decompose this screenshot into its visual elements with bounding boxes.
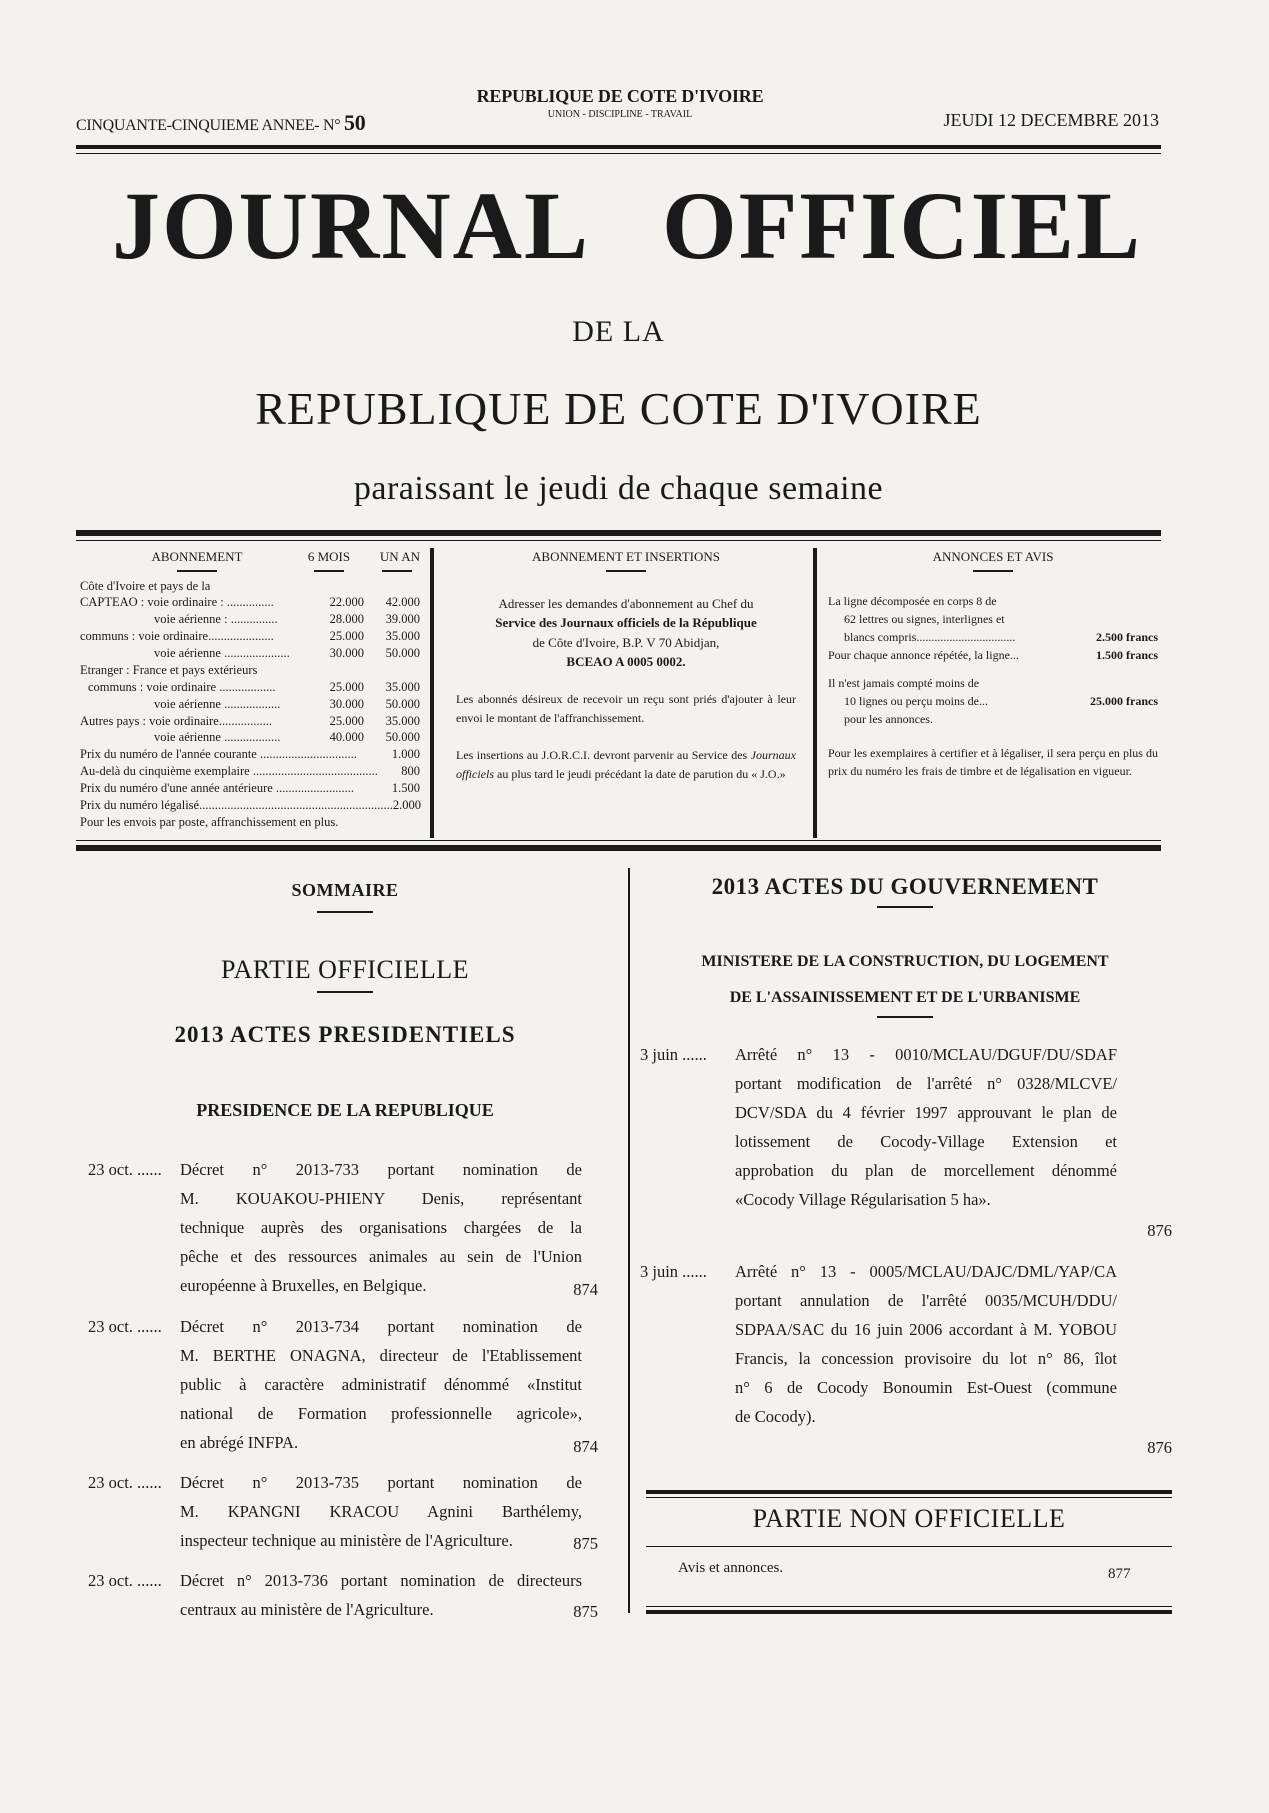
subscription-row [80,628,420,645]
subscription-box [80,548,420,836]
entry-text-line: Arrêté n° 13 - 0005/MCLAU/DAJC/DML/YAP/CA [735,1262,1117,1281]
subscription-row-un-an: 50.000 [385,646,420,661]
issue-label [76,110,365,136]
entry-page-number: 875 [573,1602,598,1621]
sommaire-heading [80,880,610,913]
summary-entry [88,1468,628,1557]
summary-entry [640,1040,1180,1244]
ministere-line-1: MINISTERE DE LA CONSTRUCTION, DU LOGEMENT [701,953,1109,970]
subscription-row [80,662,420,679]
ann-line-2: 62 lettres ou signes, interlignes et [844,611,1005,626]
subscription-row [80,729,420,746]
tick-rule [177,570,217,572]
entry-page-number: 876 [1147,1438,1172,1457]
ann-legalisation-note: Pour les exemplaires à certifier et à légaliser, il sera perçu en plus du prix du numéro les frais de timbre et de légalisation en vigueur. [828,745,1158,778]
subscription-row-6-mois: 40.000 [329,730,364,745]
entry-text-line: SDPAA/SAC du 16 juin 2006 accordant à M. YOBOU [735,1320,1117,1339]
subscription-row-un-an: 35.000 [385,713,420,728]
de-la: DE LA [572,315,665,348]
subscription-row-label: voie aérienne .................. [154,730,281,745]
announcements-pricing [828,592,1158,780]
ministere-heading [650,944,1160,1018]
ann-line-6: 10 lignes ou perçu moins de... [844,693,988,708]
year-label: CINQUANTE-CINQUIEME ANNEE- N° [76,117,341,134]
republic-name: REPUBLIQUE DE COTE D'IVOIRE [476,86,764,106]
subscription-row-6-mois: 30.000 [329,646,364,661]
subscription-row-label: voie aérienne : ............... [154,612,278,627]
pno-top-rule [646,1490,1172,1494]
subscription-rows [80,578,420,831]
entry-text-line: Décret n° 2013-734 portant nomination de [180,1316,582,1336]
entry-text-line: de Cocody). [735,1407,816,1426]
tick-rule [382,570,412,572]
actes-gouvernement-heading [650,874,1160,908]
subscription-row-6-mois: 28.000 [329,612,364,627]
entry-date: 23 oct. ...... [88,1570,162,1590]
subscription-row-6-mois: 30.000 [329,696,364,711]
ann-line-5: Il n'est jamais compté moins de [828,675,980,690]
subscription-row-label: communs : voie ordinaire..................... [80,629,274,644]
boxes-bottom-rule-thin [76,840,1161,841]
subscription-row-un-an: 39.000 [385,612,420,627]
journal-title [76,172,1161,279]
sommaire-text: SOMMAIRE [291,880,399,900]
tick-rule [973,570,1013,572]
national-motto: UNION - DISCIPLINE - TRAVAIL [547,109,693,120]
subscription-header [80,548,420,572]
entry-text [180,1566,582,1624]
subscription-row-6-mois [308,578,364,595]
entry-text-line: M. KOUAKOU-PHIENY Denis, représentant [180,1189,582,1208]
presidence-heading: PRESIDENCE DE LA REPUBLIQUE [196,1100,494,1120]
insertions-box [456,548,796,836]
entry-page-number: 874 [573,1436,598,1456]
entry-text-line: «Cocody Village Régularisation 5 ha». [735,1190,991,1209]
rule-mark [317,991,373,993]
announcements-box [828,548,1158,836]
col-un-an-label: UN AN [379,549,420,564]
entry-text [180,1468,582,1555]
subscription-row-un-an: 50.000 [385,696,420,711]
summary-entry [640,1257,1180,1461]
subscription-row-6-mois: 25.000 [329,679,364,694]
ann-price-row-2 [828,646,1158,664]
col-6-mois [294,548,364,572]
box-separator-1 [430,548,434,838]
entry-page-number: 876 [1147,1221,1172,1240]
partie-officielle-text: PARTIE OFFICIELLE [221,955,469,984]
deadline-text-a: Les insertions au J.O.R.C.I. devront parvenir au Service des [456,747,748,762]
entry-text-line: Décret n° 2013-736 portant nomination de directeurs [180,1570,582,1590]
pno-mid-rule [646,1546,1172,1547]
entry-text-line: portant modification de l'arrêté n° 0328/MLCVE/ [735,1074,1117,1093]
entry-text-line: n° 6 de Cocody Bonoumin Est-Ouest (commune [735,1378,1117,1397]
entry-text-line: public à caractère administratif dénommé «Institut [180,1374,582,1394]
subscription-row-un-an [364,578,420,595]
entry-text-line: M. KPANGNI KRACOU Agnini Barthélemy, [180,1502,582,1521]
subscription-row-un-an: 800 [401,764,420,779]
pno-bottom-rule-thin [646,1606,1172,1607]
subscription-row-6-mois [338,814,379,831]
summary-entry [88,1155,628,1303]
announcements-title-text: ANNONCES ET AVIS [932,549,1054,564]
subscription-row-un-an: 35.000 [385,679,420,694]
column-separator [628,868,630,1613]
address-line-4: BCEAO A 0005 0002. [566,654,686,670]
title-word-officiel: OFFICIEL [662,172,1143,279]
deadline-text-b: au plus tard le jeudi précédant la date de parution du « J.O.» [497,767,786,782]
pno-top-rule-thin [646,1497,1172,1498]
entry-text-line: M. BERTHE ONAGNA, directeur de l'Etablissement [180,1345,582,1365]
entry-text-line: lotissement de Cocody-Village Extension et [735,1132,1117,1151]
subscription-row-label: communs : voie ordinaire .................. [88,679,276,694]
ann-line-4: Pour chaque annonce répétée, la ligne... [828,647,1019,662]
subscription-row [80,645,420,662]
subscription-row-un-an: 2.000 [392,797,421,812]
insertions-deadline-note [456,746,796,784]
partie-officielle-heading [80,955,610,993]
subscription-row-6-mois [308,662,364,679]
tick-rule [606,570,646,572]
subscription-row [80,797,420,814]
deadline-text-em: Journaux officiels [456,747,796,782]
entry-text-line: Décret n° 2013-733 portant nomination de [180,1160,582,1179]
entry-text [735,1257,1117,1431]
subscription-row-label: CAPTEAO : voie ordinaire : ............... [80,595,274,610]
subscription-row-un-an: 42.000 [385,595,420,610]
publication-frequency: paraissant le jeudi de chaque semaine [353,470,884,507]
ann-line-1: La ligne décomposée en corps 8 de [828,593,997,608]
subscription-row-un-an: 1.000 [391,747,420,762]
ann-price-2: 1.500 francs [1096,647,1158,662]
entry-text-line: centraux au ministère de l'Agriculture. [180,1599,434,1619]
subscription-row-label: voie aérienne ..................... [154,646,290,661]
subscription-row-label: Etranger : France et pays extérieurs [80,662,258,677]
entry-text-line: Décret n° 2013-735 portant nomination de [180,1473,582,1492]
boxes-top-rule [76,530,1161,536]
subscription-row-6-mois: 25.000 [329,713,364,728]
subscription-row-label: Pour les envois par poste, affranchissement en plus. [80,814,339,829]
ann-line-3: blancs compris................................. [844,629,1016,644]
subscription-row [80,696,420,713]
subscription-row-un-an: 1.500 [391,781,420,796]
summary-entry [88,1566,628,1625]
ann-price-1: 2.500 francs [1096,629,1158,644]
ann-price-3: 25.000 francs [1090,693,1158,708]
ministere-line-2: DE L'ASSAINISSEMENT ET DE L'URBANISME [729,989,1081,1006]
entry-page-number: 874 [573,1280,598,1299]
actes-presidentiels-heading: 2013 ACTES PRESIDENTIELS [174,1022,516,1047]
subscription-row [80,814,420,831]
subscription-row-6-mois [378,763,399,780]
subscription-row-un-an: 35.000 [385,629,420,644]
subscription-row [80,679,420,696]
address-line-3: de Côte d'Ivoire, B.P. V 70 Abidjan, [532,634,720,650]
col-un-an [364,548,420,572]
boxes-top-rule-thin [76,540,1161,541]
entry-text-line: approbation du plan de morcellement dénommé [735,1161,1117,1180]
avis-annonces: Avis et annonces. [678,1560,784,1576]
rule-mark [317,911,373,913]
insertions-title [456,548,796,572]
subscription-row-un-an: 50.000 [385,730,420,745]
address-line-1: Adresser les demandes d'abonnement au Chef du [498,595,754,611]
ann-line-7: pour les annonces. [844,711,933,726]
subscription-row [80,611,420,628]
entry-text-line: pêche et des ressources animales au sein de l'Union [180,1247,582,1266]
summary-entry [88,1312,628,1460]
subscription-row-6-mois [354,780,387,797]
subscription-row-6-mois: 22.000 [329,595,364,610]
entry-page-number: 875 [573,1534,598,1553]
entry-text-line: Francis, la concession provisoire du lot n° 86, îlot [735,1349,1117,1368]
entry-text [180,1155,582,1300]
issue-date: JEUDI 12 DECEMBRE 2013 [943,110,1159,130]
entry-text-line: technique auprès des organisations chargées de la [180,1218,582,1237]
subscription-row-label: Côte d'Ivoire et pays de la [80,578,211,593]
ann-price-row-1 [828,628,1158,646]
entry-date: 23 oct. ...... [88,1473,162,1492]
rule-mark [877,1016,933,1018]
box-separator-2 [813,548,817,838]
entry-text-line: portant annulation de l'arrêté 0035/MCUH/DDU/ [735,1291,1117,1310]
partie-non-officielle-heading: PARTIE NON OFFICIELLE [752,1504,1066,1533]
address-line-2: Service des Journaux officiels de la République [495,615,757,631]
entry-text-line: national de Formation professionnelle agricole», [180,1403,582,1423]
entry-date: 23 oct. ...... [88,1160,162,1179]
entry-text [735,1040,1117,1214]
subscription-row-6-mois [357,746,389,763]
entry-date: 3 juin ...... [640,1262,707,1281]
subscription-row-label: Prix du numéro d'une année antérieure ......................... [80,781,355,796]
subscription-title: ABONNEMENT [151,549,243,564]
subscription-row-label: Au-delà du cinquième exemplaire ........................................ [80,764,378,779]
subscription-row [80,578,420,595]
insertions-title-text: ABONNEMENT ET INSERTIONS [532,549,720,564]
subscription-row [80,746,420,763]
boxes-bottom-rule [76,845,1161,851]
republic-header [400,86,840,120]
header-rule [76,145,1161,149]
tick-rule [314,570,344,572]
country-title: REPUBLIQUE DE COTE D'IVOIRE [255,383,982,434]
actes-gouvernement-text: 2013 ACTES DU GOUVERNEMENT [711,874,1099,899]
entry-text-line: inspecteur technique au ministère de l'Agriculture. [180,1531,513,1550]
insertions-address [456,594,796,672]
subscription-row-un-an [364,662,420,679]
issue-number: 50 [344,110,366,135]
subscription-row [80,763,420,780]
subscription-row-un-an [379,814,420,831]
subscription-row [80,780,420,797]
subscription-row-6-mois: 25.000 [329,629,364,644]
entry-text [180,1312,582,1457]
subscription-row-label: Prix du numéro de l'année courante ............................... [80,747,357,762]
rule-mark [877,906,933,908]
entry-text-line: en abrégé INFPA. [180,1432,299,1452]
ann-price-row-3 [828,692,1158,710]
header-rule-thin [76,153,1161,154]
subscription-row-label: voie aérienne .................. [154,696,281,711]
subscription-row-label: Prix du numéro légalisé.............................................................. [80,797,393,812]
col-6-mois-label: 6 MOIS [307,549,351,564]
subscription-row [80,594,420,611]
announcements-title [828,548,1158,572]
entry-text-line: Arrêté n° 13 - 0010/MCLAU/DGUF/DU/SDAF [735,1045,1117,1064]
avis-page-number: 877 [1108,1566,1131,1582]
entry-date: 3 juin ...... [640,1045,707,1064]
subscription-title-cell [80,548,294,572]
entry-date: 23 oct. ...... [88,1316,162,1336]
entry-text-line: DCV/SDA du 4 février 1997 approuvant le plan de [735,1103,1117,1122]
subscription-row [80,713,420,730]
pno-bottom-rule [646,1610,1172,1614]
entry-text-line: européenne à Bruxelles, en Belgique. [180,1276,427,1295]
title-word-journal: JOURNAL [112,172,591,279]
insertions-receipt-note: Les abonnés désireux de recevoir un reçu sont priés d'ajouter à leur envoi le montant de l'affranchissement. [456,691,796,725]
subscription-row-label: Autres pays : voie ordinaire................. [80,713,272,728]
